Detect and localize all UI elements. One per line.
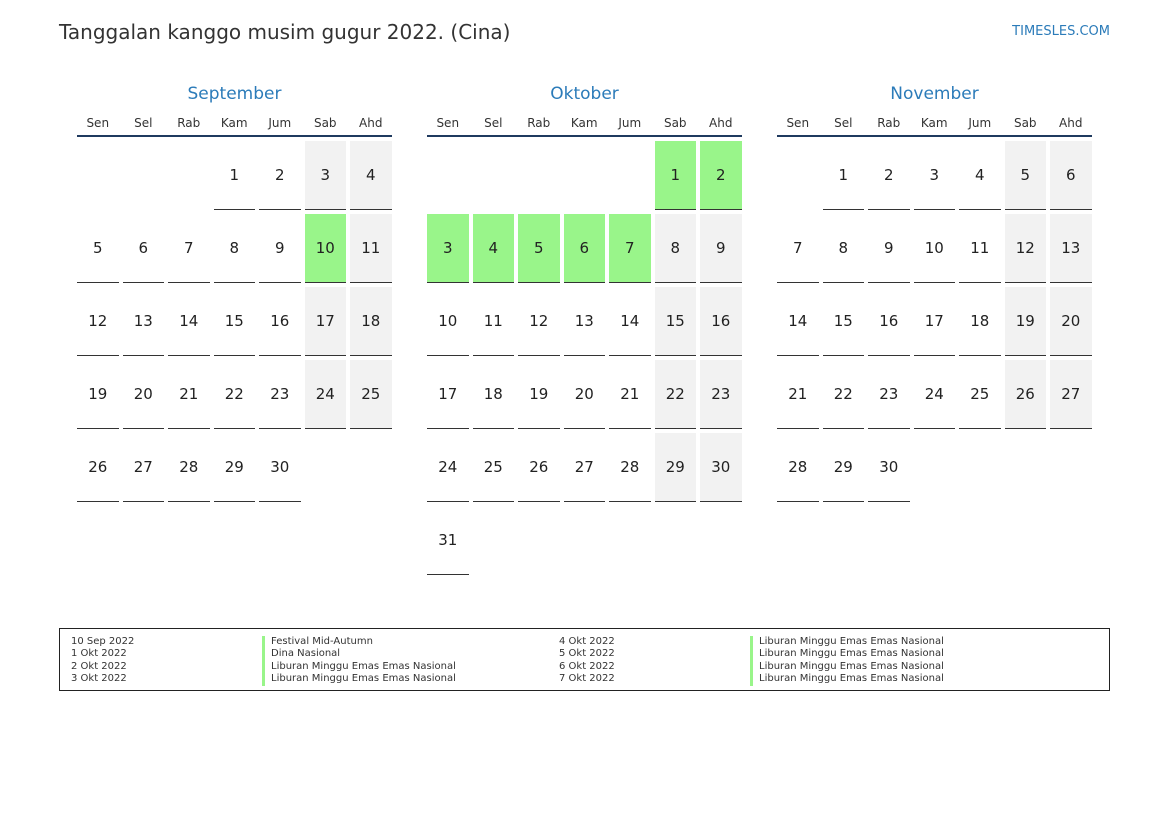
legend-date: 3 Okt 2022 (71, 673, 127, 685)
weekday-label: Ahd (709, 116, 733, 130)
weekday-label: Sen (436, 116, 460, 130)
day-cell: 12 (1005, 214, 1047, 283)
day-cell: 26 (1005, 360, 1047, 429)
day-cell-empty (777, 141, 819, 210)
legend-holiday-name: Liburan Minggu Emas Emas Nasional (262, 661, 456, 673)
day-cell: 5 (77, 214, 119, 283)
day-cell-holiday: 1 (655, 141, 697, 210)
day-cell: 8 (655, 214, 697, 283)
day-cell: 9 (700, 214, 742, 283)
day-cell: 1 (214, 141, 256, 210)
day-cell: 16 (700, 287, 742, 356)
legend-holiday-name: Liburan Minggu Emas Emas Nasional (750, 648, 944, 660)
day-cell: 4 (350, 141, 392, 210)
day-cell: 23 (259, 360, 301, 429)
legend-date: 1 Okt 2022 (71, 648, 127, 660)
day-cell: 13 (123, 287, 165, 356)
day-cell: 20 (564, 360, 606, 429)
day-cell: 19 (1005, 287, 1047, 356)
month-september (77, 82, 392, 502)
weekday-label: Sab (313, 116, 337, 130)
day-cell: 26 (518, 433, 560, 502)
day-cell: 25 (473, 433, 515, 502)
day-cell: 17 (914, 287, 956, 356)
day-cell: 3 (305, 141, 347, 210)
weekday-label: Sen (86, 116, 110, 130)
day-cell: 21 (609, 360, 651, 429)
day-cell: 18 (473, 360, 515, 429)
day-cell: 15 (214, 287, 256, 356)
day-cell: 1 (823, 141, 865, 210)
days-grid (77, 141, 392, 502)
day-cell-empty (473, 141, 515, 210)
day-cell: 15 (655, 287, 697, 356)
day-cell: 9 (868, 214, 910, 283)
day-cell: 17 (305, 287, 347, 356)
day-cell: 6 (1050, 141, 1092, 210)
weekday-label: Kam (220, 116, 248, 130)
day-cell: 4 (959, 141, 1001, 210)
weekday-label: Ahd (1059, 116, 1083, 130)
day-cell: 12 (518, 287, 560, 356)
day-cell: 2 (259, 141, 301, 210)
month-oktober (427, 82, 742, 575)
legend-date: 7 Okt 2022 (559, 673, 615, 685)
day-cell: 5 (1005, 141, 1047, 210)
day-cell-empty (123, 141, 165, 210)
legend-holiday-name: Festival Mid-Autumn (262, 636, 373, 648)
weekday-label: Rab (177, 116, 201, 130)
weekday-header (77, 111, 392, 137)
weekday-label: Sen (786, 116, 810, 130)
day-cell-empty (518, 141, 560, 210)
legend-holiday-name: Liburan Minggu Emas Emas Nasional (262, 673, 456, 685)
weekday-label: Jum (618, 116, 642, 130)
day-cell: 13 (1050, 214, 1092, 283)
day-cell: 29 (823, 433, 865, 502)
day-cell: 3 (914, 141, 956, 210)
page-title: Tanggalan kanggo musim gugur 2022. (Cina) (59, 20, 511, 44)
day-cell-holiday: 5 (518, 214, 560, 283)
weekday-label: Sel (484, 116, 503, 130)
day-cell: 23 (700, 360, 742, 429)
day-cell: 25 (350, 360, 392, 429)
day-cell: 21 (777, 360, 819, 429)
day-cell: 11 (473, 287, 515, 356)
weekday-label: Rab (527, 116, 551, 130)
day-cell: 19 (518, 360, 560, 429)
day-cell: 30 (868, 433, 910, 502)
day-cell-holiday: 6 (564, 214, 606, 283)
weekday-label: Kam (570, 116, 598, 130)
day-cell: 24 (305, 360, 347, 429)
day-cell-holiday: 10 (305, 214, 347, 283)
day-cell: 23 (868, 360, 910, 429)
day-cell: 21 (168, 360, 210, 429)
day-cell: 29 (655, 433, 697, 502)
day-cell: 18 (350, 287, 392, 356)
weekday-label: Sel (834, 116, 853, 130)
day-cell-empty (427, 141, 469, 210)
month-november (777, 82, 1092, 502)
site-link[interactable]: TIMESLES.COM (1012, 24, 1110, 39)
weekday-label: Kam (920, 116, 948, 130)
day-cell: 12 (77, 287, 119, 356)
legend-date: 4 Okt 2022 (559, 636, 615, 647)
day-cell: 28 (609, 433, 651, 502)
day-cell: 22 (655, 360, 697, 429)
day-cell: 16 (259, 287, 301, 356)
day-cell-empty (77, 141, 119, 210)
day-cell: 26 (77, 433, 119, 502)
day-cell: 17 (427, 360, 469, 429)
days-grid (777, 141, 1092, 502)
day-cell: 6 (123, 214, 165, 283)
day-cell-holiday: 4 (473, 214, 515, 283)
day-cell-holiday: 2 (700, 141, 742, 210)
day-cell: 13 (564, 287, 606, 356)
month-title: Oktober (550, 84, 619, 104)
day-cell: 27 (123, 433, 165, 502)
day-cell: 24 (427, 433, 469, 502)
day-cell: 18 (959, 287, 1001, 356)
day-cell: 30 (700, 433, 742, 502)
day-cell: 14 (609, 287, 651, 356)
day-cell: 8 (214, 214, 256, 283)
day-cell: 7 (777, 214, 819, 283)
day-cell: 30 (259, 433, 301, 502)
day-cell: 10 (914, 214, 956, 283)
day-cell: 10 (427, 287, 469, 356)
day-cell-holiday: 3 (427, 214, 469, 283)
day-cell: 11 (959, 214, 1001, 283)
weekday-header (777, 111, 1092, 137)
day-cell-holiday: 7 (609, 214, 651, 283)
weekday-label: Sel (134, 116, 153, 130)
weekday-label: Rab (877, 116, 901, 130)
day-cell: 27 (1050, 360, 1092, 429)
day-cell: 2 (868, 141, 910, 210)
day-cell: 22 (214, 360, 256, 429)
day-cell-empty (609, 141, 651, 210)
day-cell: 27 (564, 433, 606, 502)
weekday-label: Sab (1013, 116, 1037, 130)
legend-date: 5 Okt 2022 (559, 648, 615, 660)
legend-holiday-name: Liburan Minggu Emas Emas Nasional (750, 673, 944, 685)
day-cell: 9 (259, 214, 301, 283)
month-title: November (890, 84, 979, 104)
holiday-legend (59, 628, 1110, 691)
day-cell: 24 (914, 360, 956, 429)
day-cell: 28 (168, 433, 210, 502)
day-cell: 14 (168, 287, 210, 356)
month-title: September (187, 84, 282, 104)
legend-date: 6 Okt 2022 (559, 660, 615, 672)
legend-holiday-name: Liburan Minggu Emas Emas Nasional (750, 661, 944, 673)
weekday-header (427, 111, 742, 137)
weekday-label: Jum (268, 116, 292, 130)
day-cell: 11 (350, 214, 392, 283)
days-grid (427, 141, 742, 575)
day-cell: 20 (1050, 287, 1092, 356)
legend-holiday-name: Liburan Minggu Emas Emas Nasional (750, 636, 944, 648)
day-cell: 25 (959, 360, 1001, 429)
legend-date: 10 Sep 2022 (71, 636, 135, 647)
day-cell: 31 (427, 506, 469, 575)
day-cell: 28 (777, 433, 819, 502)
day-cell-empty (168, 141, 210, 210)
day-cell: 19 (77, 360, 119, 429)
day-cell: 7 (168, 214, 210, 283)
day-cell: 15 (823, 287, 865, 356)
day-cell: 14 (777, 287, 819, 356)
day-cell: 29 (214, 433, 256, 502)
legend-holiday-name: Dina Nasional (262, 648, 340, 660)
day-cell: 22 (823, 360, 865, 429)
day-cell: 16 (868, 287, 910, 356)
weekday-label: Ahd (359, 116, 383, 130)
day-cell-empty (564, 141, 606, 210)
day-cell: 20 (123, 360, 165, 429)
day-cell: 8 (823, 214, 865, 283)
legend-date: 2 Okt 2022 (71, 660, 127, 672)
weekday-label: Jum (968, 116, 992, 130)
weekday-label: Sab (663, 116, 687, 130)
